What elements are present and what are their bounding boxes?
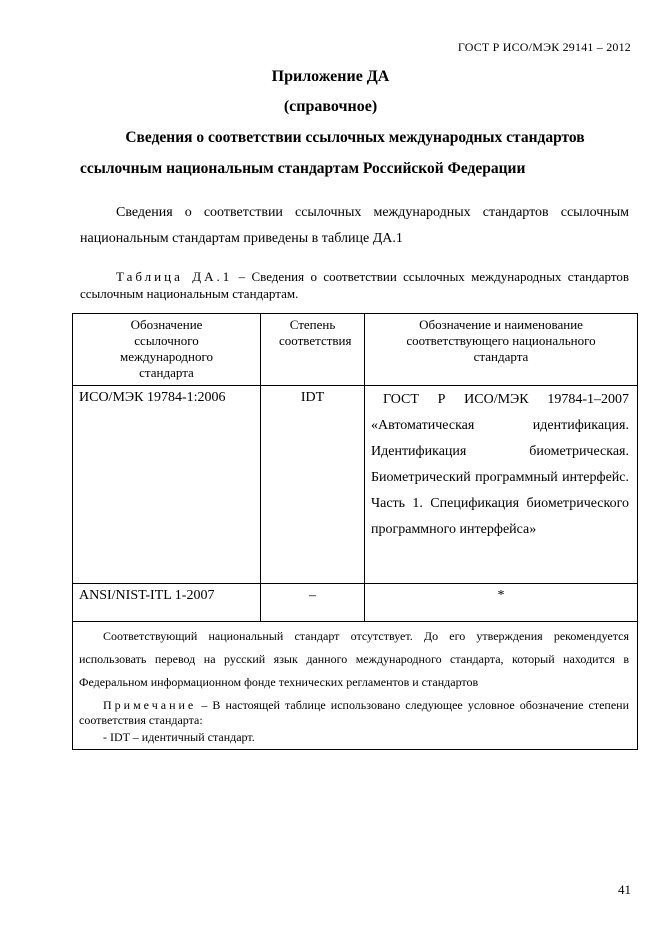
header-degree: Степень соответствия	[261, 314, 365, 386]
correspondence-table	[72, 313, 638, 750]
intro-paragraph: Сведения о соответствии ссылочных международных стандартов ссылочным национальным стандартам приведены в таблице ДА.1	[80, 205, 629, 246]
table-note	[79, 698, 629, 728]
annex-title: Приложение ДА	[271, 68, 390, 85]
cell-degree: IDT	[261, 386, 365, 584]
note-label: Примечание	[103, 698, 197, 712]
annex-heading-line1: Сведения о соответствии ссылочных международных стандартов	[125, 129, 585, 146]
table-footer	[73, 622, 638, 750]
table-row	[73, 386, 638, 584]
table-footer-row	[73, 622, 638, 750]
annex-heading-line2: ссылочным национальным стандартам Российской Федерации	[80, 160, 526, 177]
page-number: 41	[618, 882, 631, 897]
table-footnote: Соответствующий национальный стандарт отсутствует. До его утверждения рекомендуется использовать перевод на русский язык данного международного стандарта, который находится в Федеральном информационном фонде технических регламентов и стандартов	[79, 629, 629, 689]
cell-intl-standard: ИСО/МЭК 19784-1:2006	[73, 386, 261, 584]
table-caption	[80, 268, 629, 302]
annex-subtitle: (справочное)	[283, 98, 378, 115]
cell-intl-standard: ANSI/NIST-ITL 1-2007	[73, 584, 261, 622]
cell-national-standard: *	[365, 584, 638, 622]
table-row	[73, 584, 638, 622]
document-code-header: ГОСТ Р ИСО/МЭК 29141 – 2012	[457, 40, 631, 54]
note-text: – В настоящей таблице использовано следующее условное обозначение степени соответствия стандарта:	[79, 698, 629, 727]
header-intl-standard: Обозначение ссылочного международного стандарта	[73, 314, 261, 386]
note-item: - IDT – идентичный стандарт.	[103, 730, 255, 744]
table-caption-text: – Сведения о соответствии ссылочных международных стандартов ссылочным национальным стандартам.	[80, 269, 629, 301]
cell-national-standard: ГОСТ Р ИСО/МЭК 19784-1–2007 «Автоматическая идентификация. Идентификация биометрическая. Биометрический программный интерфейс. Часть 1. Спецификация биометрического программного интерфейса»	[365, 386, 638, 584]
cell-degree: –	[261, 584, 365, 622]
table-header-row	[73, 314, 638, 386]
table-caption-label: Таблица ДА.1	[116, 269, 233, 284]
header-national-standard: Обозначение и наименование соответствующего национального стандарта	[365, 314, 638, 386]
